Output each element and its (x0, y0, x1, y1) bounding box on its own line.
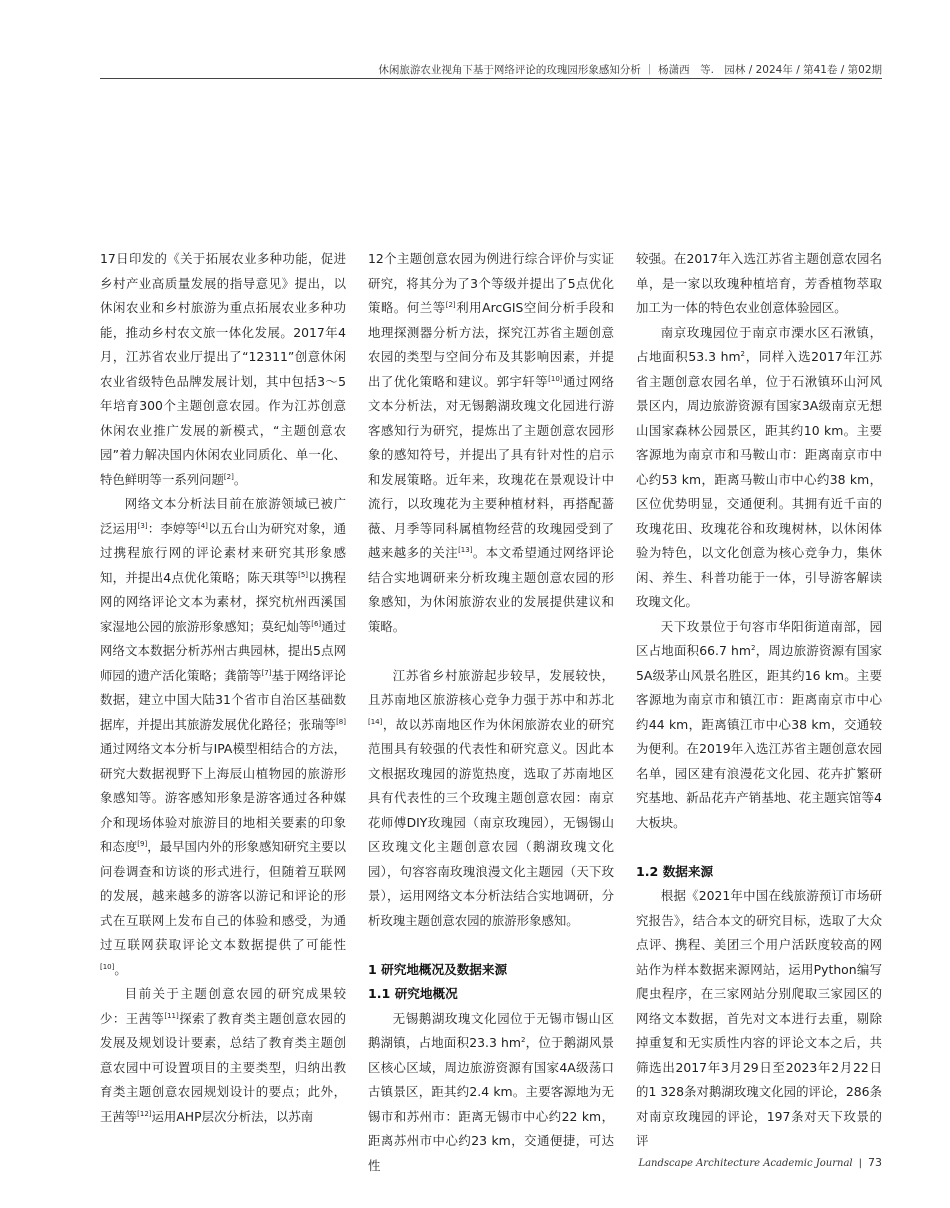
footer-separator: | (858, 1158, 862, 1169)
citation: [3] (137, 521, 148, 530)
page-number: 73 (868, 1156, 882, 1169)
page-footer (560, 1156, 882, 1169)
paragraph: 根据《2021年中国在线旅游预订市场研究报告》，结合本文的研究目标，选取了大众点评、携程、美团三个用户活跃度较高的网站作为样本数据来源网站，运用Python编写爬虫程序，在三家网站分别爬取三家园区的网络文本数据，首先对文本进行去重，剔除掉重复和无实质性内容的评论文本之后，共筛选出2017年3月29日至2023年2月22日的1 328条对鹅湖玫瑰文化园的评论，286条对南京玫瑰园的评论，197条对天下玫景的评 (636, 888, 882, 1148)
citation: [7] (261, 668, 272, 677)
citation: [4] (197, 521, 208, 530)
citation: [2] (223, 472, 234, 481)
citation: [11] (164, 1011, 179, 1020)
paragraph: 目前关于主题创意农园的研究成果较少：王茜等[11]探索了教育类主题创意农园的发展及规划设计要素，总结了教育类主题创意农园中可设置项目的主要类型，归纳出教育类主题创意农园规划设计的要点；此外，王茜等[12]运用AHP层次分析法，以苏南 (100, 986, 347, 1124)
superscript: 2 (520, 1036, 526, 1044)
citation: [14] (368, 717, 383, 726)
citation: [6] (311, 619, 322, 628)
citation: [8] (336, 717, 346, 726)
subsection-heading: 1.2 数据来源 (636, 863, 714, 879)
paragraph: 南京玫瑰园位于南京市溧水区石湫镇，占地面积53.3 $hm^2$，同样入选2017年江苏省主题创意农园名单，位于石湫镇环山河风景区内，周边旅游资源有国家3A级南京无想山国家森林公园景区，距其约10 km。主要客源地为南京市和马鞍山市：距离南京市中心约53 km，距离马鞍山市中心约38 km，区位优势明显，交通便利。其拥有近千亩的玫瑰花田、玫瑰花谷和玫瑰树林，以休闲体验为特色，以文化创意为核心竞争力，集休闲、养生、科普功能于一体，引导游客解读玫瑰文化。 (636, 324, 882, 609)
paragraph-continued: 较强。在2017年入选江苏省主题创意农园名单，是一家以玫瑰种植培育，芳香植物萃取加工为一体的特色农业创意体验园区。 (636, 251, 882, 315)
column-left (100, 247, 346, 1129)
subsection-heading: 1.1 研究地概况 (368, 986, 458, 1001)
paragraph: 江苏省乡村旅游起步较早，发展较快，且苏南地区旅游核心竞争力强于苏中和苏北[14]，故以苏南地区作为休闲旅游农业的研究范围具有较强的代表性和研究意义。因此本文根据玫瑰园的游览热度，选取了苏南地区具有代表性的三个玫瑰主题创意农园：南京花师傅DIY玫瑰园（南京玫瑰园），无锡锡山区玫瑰文化主题创意农园（鹅湖玫瑰文化园），句容容南玫瑰浪漫文化主题园（天下玫景），运用网络文本分析法结合实地调研，分析玫瑰主题创意农园的旅游形象感知。 (368, 667, 614, 928)
citation: [9] (137, 840, 148, 848)
citation: [2] (445, 301, 456, 309)
column-right (636, 247, 882, 1154)
citation: [12] (137, 1109, 152, 1118)
section-heading: 1 研究地概况及数据来源 (368, 961, 508, 977)
citation: [10] (548, 374, 563, 383)
citation: [5] (298, 570, 309, 579)
citation: [10] (100, 962, 115, 971)
paragraph-continued: 17日印发的《关于拓展农业多种功能，促进乡村产业高质量发展的指导意见》提出，以休闲农业和乡村旅游为重点拓展农业多种功能，推动乡村农文旅一体化发展。2017年4月，江苏省农业厅提出了“12311”创意休闲农业省级特色品牌发展计划，其中包括3～5年培育300个主题创意农园。作为江苏创意休闲农业推广发展的新模式，“主题创意农园”着力解决国内休闲农业同质化、单一化、特色鲜明等一系列问题[2]。 (100, 251, 346, 487)
paragraph: 网络文本分析法目前在旅游领域已被广泛运用[3]：李婷等[4]以五台山为研究对象，通过携程旅行网的评论素材来研究其形象感知，并提出4点优化策略；陈天琪等[5]以携程网的网络评论文本为素材，探究杭州西溪国家湿地公园的旅游形象感知；莫纪灿等[6]通过网络文本数据分析苏州古典园林，提出5点网师园的遗产活化策略；龚箭等[7]基于网络评论数据，建立中国大陆31个省市自治区基础数据库，并提出其旅游发展优化路径；张瑞等[8]通过网络文本分析与IPA模型相结合的方法，研究大数据视野下上海辰山植物园的旅游形象感知等。游客感知形象是游客通过各种媒介和现场体验对旅游目的地相关要素的印象和态度[9]，最早国内外的形象感知研究主要以问卷调查和访谈的形式进行，但随着互联网的发展，越来越多的游客以游记和评论的形式在互联网上发布自己的体验和感受，为通过互联网获取评论文本数据提供了可能性[10]。 (100, 496, 347, 977)
header-divider (100, 78, 882, 79)
paragraph: 无锡鹅湖玫瑰文化园位于无锡市锡山区鹅湖镇，占地面积23.3 $hm^2$，位于鹅湖风景区核心区域，周边旅游资源有国家4A级荡口古镇景区，距其约2.4 km。主要客源地为无锡市和苏州市：距离无锡市中心约22 km，距离苏州市中心约23 km，交通便捷，可达性 (368, 1010, 615, 1173)
paragraph: 天下玫景位于句容市华阳街道南部，园区占地面积66.7 $hm^2$，周边旅游资源有国家5A级茅山风景名胜区，距其约16 km。主要客源地为南京市和镇江市：距离南京市中心约44 km，距离镇江市中心38 km，交通较为便利。在2019年入选江苏省主题创意农园名单，园区建有浪漫花文化园、花卉扩繁研究基地、新品花卉产销基地、花主题宾馆等4大板块。 (636, 618, 883, 830)
column-middle (368, 247, 614, 1178)
superscript: 2 (740, 350, 745, 358)
superscript: 2 (751, 644, 756, 652)
citation: [13] (458, 546, 473, 554)
journal-name: Landscape Architecture Academic Journal (638, 1158, 853, 1169)
running-header: 休闲旅游农业视角下基于网络评论的玫瑰园形象感知分析 ｜ 杨潇西 等. 园林 / 2024年 / 第41卷 / 第02期 (378, 64, 882, 76)
paragraph-continued: 12个主题创意农园为例进行综合评价与实证研究，将其分为了3个等级并提出了5点优化策略。何兰等[2]利用ArcGIS空间分析手段和地理探测器分析方法，探究江苏省主题创意农园的类型与空间分布及其影响因素，并提出了优化策略和建议。郭宇轩等[10]通过网络文本分析法，对无锡鹅湖玫瑰文化园进行游客感知行为研究，提炼出了主题创意农园形象的感知符号，并提出了具有针对性的启示和发展策略。近年来，玫瑰花在景观设计中流行，以玫瑰花为主要种植材料，再搭配蔷薇、月季等同科属植物经营的玫瑰园受到了越来越多的关注[13]。本文希望通过网络评论结合实地调研来分析玫瑰主题创意农园的形象感知，为休闲旅游农业的发展提供建议和策略。 (368, 251, 615, 634)
